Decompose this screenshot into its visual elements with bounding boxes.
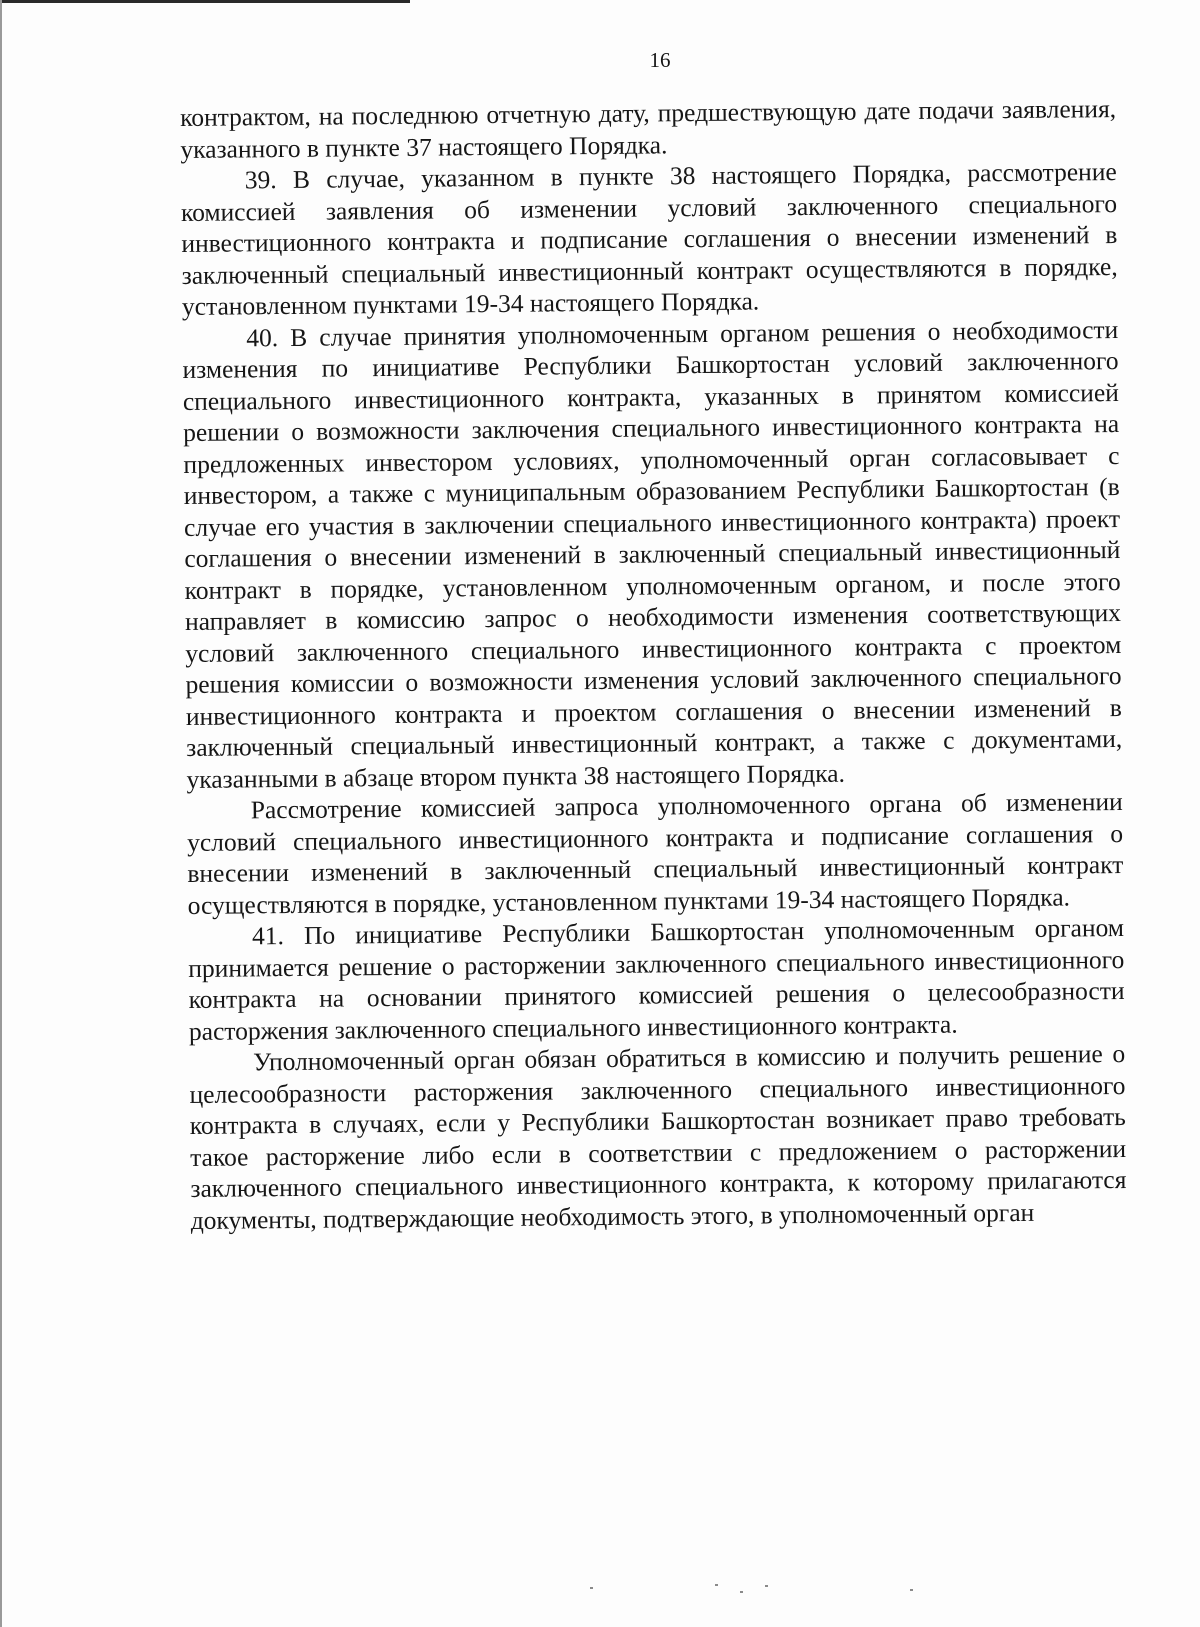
paragraph-40: 40. В случае принятия уполномоченным органом решения о необходимости изменения по инициативе Республики Башкортостан условий заключенного специального инвестиционного контракта, указанных в принятом комиссией решении о возможности заключения специального инвестиционного контракта на предложенных инвестором условиях, уполномоченный орган согласовывает с инвестором, а также с муниципальным образованием Республики Башкортостан (в случае его участия в заключении специального инвестиционного контракта) проект соглашения о внесении изменений в заключенный специальный инвестиционный контракт в порядке, установленном уполномоченным органом, и после этого направляет в комиссию запрос о необходимости изменения соответствующих условий заключенного специального инвестиционного контракта с проектом решения комиссии о возможности изменения условий заключенного специального инвестиционного контракта и проектом соглашения о внесении изменений в заключенный специальный инвестиционный контракт, а также с документами, указанными в абзаце втором пункта 38 настоящего Порядка.: [182, 314, 1123, 794]
scan-speck: [765, 1585, 768, 1587]
scan-speck: [715, 1584, 718, 1586]
scan-speck: [740, 1591, 743, 1593]
scan-speck: [590, 1587, 593, 1589]
paragraph-41: 41. По инициативе Республики Башкортостан уполномоченным органом принимается решение о расторжении заключенного специального инвестиционного контракта на основании принятого комиссией решения о целесообразности расторжения заключенного специального инвестиционного контракта.: [188, 912, 1125, 1046]
scan-specks: [590, 1583, 940, 1597]
scan-edge-top: [0, 0, 410, 3]
scan-edge-left: [0, 0, 2, 1627]
document-body: [180, 93, 1127, 1236]
paragraph-41-second: Уполномоченный орган обязан обратиться в комиссию и получить решение о целесообразности расторжения заключенного специального инвестиционного контракта в случаях, если у Республики Башкортостан возникает право требовать такое расторжение либо если в соответствии с предложением о расторжении заключенного специального инвестиционного контракта, к которому прилагаются документы, подтверждающие необходимость этого, в уполномоченный орган: [189, 1038, 1127, 1235]
scan-speck: [910, 1589, 913, 1591]
paragraph-39: 39. В случае, указанном в пункте 38 настоящего Порядка, рассмотрение комиссией заявления об изменении условий заключенного специального инвестиционного контракта и подписание соглашения о внесении изменений в заключенный специальный инвестиционный контракт осуществляются в порядке, установленном пунктами 19-34 настоящего Порядка.: [180, 157, 1118, 321]
paragraph-continuation: контрактом, на последнюю отчетную дату, предшествующую дате подачи заявления, указанного в пункте 37 настоящего Порядка.: [180, 94, 1117, 164]
paragraph-40-second: Рассмотрение комиссией запроса уполномоченного органа об изменении условий специального инвестиционного контракта и подписание соглашения о внесении изменений в заключенный специальный инвестиционный контракт осуществляются в порядке, установленном пунктами 19-34 настоящего Порядка.: [186, 786, 1124, 920]
page-number: 16: [649, 48, 671, 72]
